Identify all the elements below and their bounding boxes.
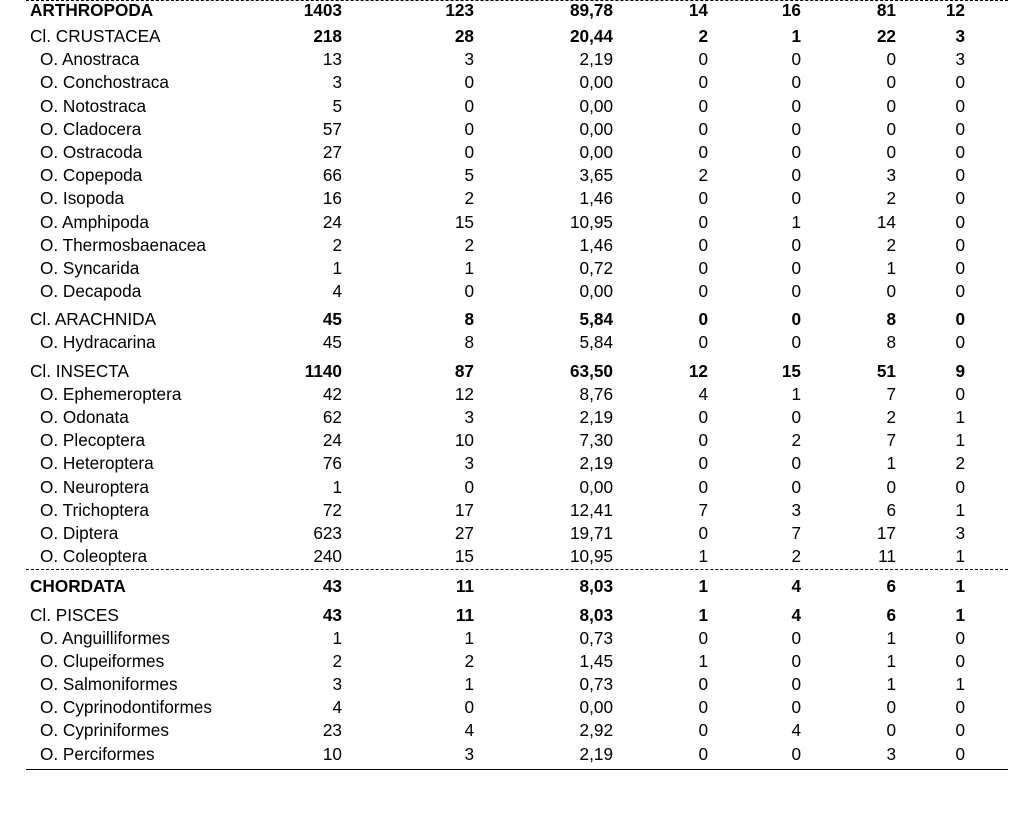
value-cell: 3,65 (579, 165, 613, 186)
value-cell: 2 (886, 407, 896, 427)
value-cell: 2,19 (579, 453, 613, 474)
value-cell: 1 (886, 627, 896, 648)
value-cell: 0 (791, 165, 801, 186)
order-row (26, 118, 1008, 141)
value-cell: 15 (454, 546, 474, 567)
order-row (26, 476, 1008, 499)
value-cell: 0 (955, 281, 965, 302)
value-cell: 3 (464, 743, 474, 764)
value-cell: 2 (332, 234, 342, 255)
value-cell: 1,45 (579, 650, 613, 671)
taxon-label: O. Clupeiformes (40, 650, 165, 671)
value-cell: 11 (878, 546, 896, 567)
phylum-row (26, 575, 1008, 598)
value-cell: 19,71 (569, 522, 613, 543)
value-cell: 0 (698, 627, 708, 648)
value-cell: 0 (955, 188, 965, 209)
taxon-label: O. Cypriniformes (40, 720, 169, 741)
value-cell: 1 (955, 499, 965, 520)
value-cell: 76 (322, 453, 342, 474)
value-cell: 1 (464, 627, 474, 648)
value-cell: 0 (464, 72, 474, 93)
value-cell: 17 (876, 522, 896, 543)
value-cell: 15 (781, 360, 801, 381)
value-cell: 87 (454, 360, 474, 381)
value-cell: 2 (791, 430, 801, 451)
value-cell: 5 (332, 95, 342, 116)
value-cell: 89,78 (569, 0, 613, 20)
value-cell: 8 (886, 332, 896, 353)
value-cell: 42 (322, 383, 342, 404)
value-cell: 4 (791, 604, 801, 625)
value-cell: 1 (791, 211, 801, 232)
value-cell: 0 (698, 72, 708, 93)
value-cell: 0 (955, 257, 965, 278)
value-cell: 16 (322, 188, 342, 209)
value-cell: 0,00 (579, 141, 613, 162)
value-cell: 0 (886, 281, 896, 302)
value-cell: 0 (886, 49, 896, 70)
value-cell: 1 (698, 576, 708, 597)
value-cell: 0 (886, 95, 896, 116)
taxon-label: O. Diptera (40, 522, 119, 543)
value-cell: 28 (454, 26, 474, 46)
value-cell: 1,46 (579, 234, 613, 255)
value-cell: 1 (464, 257, 474, 278)
value-cell: 0 (698, 332, 708, 353)
value-cell: 8 (886, 309, 896, 330)
value-cell: 27 (322, 141, 342, 162)
value-cell: 0 (791, 281, 801, 302)
value-cell: 81 (876, 0, 896, 20)
taxon-label: O. Thermosbaenacea (40, 234, 206, 255)
value-cell: 0 (955, 476, 965, 497)
value-cell: 3 (791, 499, 801, 520)
value-cell: 7 (791, 522, 801, 543)
value-cell: 0 (886, 476, 896, 497)
value-cell: 0 (955, 627, 965, 648)
value-cell: 4 (791, 576, 801, 597)
value-cell: 0 (698, 188, 708, 209)
value-cell: 3 (464, 49, 474, 70)
value-cell: 10 (322, 743, 342, 764)
value-cell: 1 (698, 546, 708, 567)
taxon-label: O. Cyprinodontiformes (40, 697, 212, 718)
value-cell: 623 (313, 522, 342, 543)
value-cell: 0,00 (579, 72, 613, 93)
value-cell: 2 (464, 234, 474, 255)
taxon-label: O. Notostraca (40, 95, 147, 116)
value-cell: 0 (698, 697, 708, 718)
order-row (26, 499, 1008, 522)
taxon-label: O. Amphipoda (40, 211, 149, 232)
value-cell: 0 (698, 49, 708, 70)
value-cell: 14 (876, 211, 896, 232)
value-cell: 0 (955, 234, 965, 255)
value-cell: 0,00 (579, 118, 613, 139)
value-cell: 0 (886, 697, 896, 718)
value-cell: 7,30 (579, 430, 613, 451)
value-cell: 1 (955, 546, 965, 567)
value-cell: 4 (464, 720, 474, 741)
value-cell: 0 (791, 743, 801, 764)
value-cell: 2 (698, 26, 708, 46)
phylum-row (26, 0, 1008, 20)
value-cell: 3 (464, 407, 474, 427)
value-cell: 17 (454, 499, 474, 520)
value-cell: 0 (791, 234, 801, 255)
value-cell: 3 (955, 26, 965, 46)
value-cell: 3 (332, 72, 342, 93)
bottom-rule (26, 769, 1008, 770)
value-cell: 0 (464, 95, 474, 116)
taxon-label: O. Trichoptera (40, 499, 149, 520)
order-row (26, 696, 1008, 719)
value-cell: 8,76 (579, 383, 613, 404)
taxon-label: O. Perciformes (40, 743, 155, 764)
order-row (26, 650, 1008, 673)
value-cell: 13 (322, 49, 342, 70)
value-cell: 0 (886, 720, 896, 741)
taxon-label: O. Anguilliformes (40, 627, 170, 648)
value-cell: 0 (464, 476, 474, 497)
value-cell: 0 (955, 309, 965, 330)
taxon-label: O. Coleoptera (40, 546, 148, 567)
value-cell: 0 (464, 118, 474, 139)
value-cell: 1 (698, 604, 708, 625)
value-cell: 3 (886, 743, 896, 764)
value-cell: 1140 (304, 360, 342, 381)
value-cell: 1403 (303, 0, 342, 20)
value-cell: 0 (955, 165, 965, 186)
taxon-label: O. Conchostraca (40, 72, 169, 93)
value-cell: 43 (322, 576, 342, 597)
value-cell: 0 (955, 118, 965, 139)
order-row (26, 429, 1008, 452)
value-cell: 24 (322, 211, 342, 232)
value-cell: 1 (955, 576, 965, 597)
value-cell: 7 (886, 383, 896, 404)
value-cell: 0 (698, 430, 708, 451)
value-cell: 10,95 (569, 546, 613, 567)
value-cell: 72 (322, 499, 342, 520)
value-cell: 0 (698, 211, 708, 232)
value-cell: 0 (791, 118, 801, 139)
value-cell: 27 (454, 522, 474, 543)
value-cell: 1 (791, 26, 801, 46)
value-cell: 0 (955, 72, 965, 93)
value-cell: 0,00 (579, 476, 613, 497)
value-cell: 1 (332, 257, 342, 278)
value-cell: 2,19 (579, 743, 613, 764)
value-cell: 5,84 (579, 332, 613, 353)
value-cell: 15 (454, 211, 474, 232)
value-cell: 0 (791, 141, 801, 162)
value-cell: 0 (791, 674, 801, 695)
taxon-label: O. Neuroptera (40, 476, 149, 497)
order-row (26, 141, 1008, 164)
value-cell: 3 (464, 453, 474, 474)
value-cell: 20,44 (569, 26, 613, 46)
value-cell: 43 (322, 604, 342, 625)
value-cell: 0 (464, 697, 474, 718)
value-cell: 2 (886, 188, 896, 209)
value-cell: 2,92 (579, 720, 613, 741)
order-row (26, 164, 1008, 187)
order-row (26, 406, 1008, 429)
value-cell: 2,19 (579, 407, 613, 427)
taxon-label: Cl. CRUSTACEA (30, 26, 161, 46)
value-cell: 2 (886, 234, 896, 255)
value-cell: 0 (955, 95, 965, 116)
class-row (26, 360, 1008, 383)
order-row (26, 673, 1008, 696)
taxon-label: O. Salmoniformes (40, 674, 178, 695)
taxon-label: O. Hydracarina (40, 332, 156, 353)
value-cell: 3 (886, 165, 896, 186)
value-cell: 16 (781, 0, 801, 20)
value-cell: 123 (445, 0, 474, 20)
value-cell: 0,00 (579, 697, 613, 718)
value-cell: 0 (698, 257, 708, 278)
value-cell: 1 (955, 407, 965, 427)
value-cell: 4 (332, 697, 342, 718)
value-cell: 14 (688, 0, 708, 20)
value-cell: 0 (955, 650, 965, 671)
value-cell: 0 (698, 743, 708, 764)
value-cell: 0 (698, 674, 708, 695)
taxon-label: Cl. PISCES (30, 604, 119, 625)
value-cell: 0 (698, 118, 708, 139)
value-cell: 0 (791, 697, 801, 718)
value-cell: 22 (876, 26, 896, 46)
value-cell: 2 (464, 188, 474, 209)
value-cell: 0 (698, 309, 708, 330)
order-row (26, 280, 1008, 303)
order-row (26, 743, 1008, 766)
value-cell: 3 (332, 674, 342, 695)
taxon-label: Cl. INSECTA (30, 360, 129, 381)
order-row (26, 187, 1008, 210)
value-cell: 7 (886, 430, 896, 451)
value-cell: 2 (955, 453, 965, 474)
value-cell: 2,19 (579, 49, 613, 70)
value-cell: 0 (791, 257, 801, 278)
order-row (26, 71, 1008, 94)
value-cell: 63,50 (569, 360, 613, 381)
value-cell: 6 (886, 604, 896, 625)
value-cell: 0 (464, 281, 474, 302)
value-cell: 1 (886, 257, 896, 278)
value-cell: 0 (698, 522, 708, 543)
value-cell: 8 (464, 309, 474, 330)
value-cell: 8,03 (579, 604, 613, 625)
value-cell: 5,84 (579, 309, 613, 330)
value-cell: 0 (698, 407, 708, 427)
value-cell: 6 (886, 576, 896, 597)
value-cell: 24 (322, 430, 342, 451)
value-cell: 0 (955, 720, 965, 741)
phylum-dashed-rule (26, 569, 1008, 570)
value-cell: 51 (876, 360, 896, 381)
value-cell: 1 (791, 383, 801, 404)
order-row (26, 627, 1008, 650)
value-cell: 0 (464, 141, 474, 162)
value-cell: 1 (955, 604, 965, 625)
value-cell: 2 (464, 650, 474, 671)
value-cell: 0 (791, 476, 801, 497)
value-cell: 9 (955, 360, 965, 381)
taxon-label: CHORDATA (30, 576, 126, 597)
value-cell: 10,95 (569, 211, 613, 232)
value-cell: 2 (332, 650, 342, 671)
value-cell: 45 (322, 332, 342, 353)
value-cell: 0,72 (579, 257, 613, 278)
value-cell: 12 (688, 360, 708, 381)
order-row (26, 95, 1008, 118)
value-cell: 0 (791, 650, 801, 671)
taxon-label: O. Ephemeroptera (40, 383, 182, 404)
value-cell: 1 (886, 674, 896, 695)
value-cell: 0 (955, 743, 965, 764)
value-cell: 0 (791, 188, 801, 209)
order-row (26, 545, 1008, 568)
order-row (26, 452, 1008, 475)
value-cell: 1 (886, 453, 896, 474)
value-cell: 0 (791, 95, 801, 116)
order-row (26, 211, 1008, 234)
value-cell: 7 (698, 499, 708, 520)
taxon-label: O. Ostracoda (40, 141, 143, 162)
value-cell: 12 (945, 0, 965, 20)
value-cell: 0 (698, 281, 708, 302)
value-cell: 0,73 (579, 627, 613, 648)
value-cell: 4 (332, 281, 342, 302)
value-cell: 0 (698, 476, 708, 497)
taxon-label: O. Copepoda (40, 165, 143, 186)
taxon-label: O. Cladocera (40, 118, 142, 139)
order-row (26, 234, 1008, 257)
value-cell: 57 (322, 118, 342, 139)
order-row (26, 719, 1008, 742)
value-cell: 240 (313, 546, 342, 567)
value-cell: 1 (955, 674, 965, 695)
value-cell: 0 (698, 453, 708, 474)
value-cell: 0 (955, 211, 965, 232)
value-cell: 0 (698, 141, 708, 162)
value-cell: 1 (698, 650, 708, 671)
taxon-label: ARTHROPODA (30, 0, 154, 20)
value-cell: 218 (313, 26, 342, 46)
taxon-label: O. Isopoda (40, 188, 125, 209)
value-cell: 0,00 (579, 95, 613, 116)
taxa-table (26, 0, 1008, 770)
value-cell: 1,46 (579, 188, 613, 209)
value-cell: 1 (332, 476, 342, 497)
value-cell: 0 (886, 72, 896, 93)
order-row (26, 522, 1008, 545)
order-row (26, 331, 1008, 354)
value-cell: 3 (955, 522, 965, 543)
value-cell: 0 (886, 141, 896, 162)
value-cell: 0 (955, 383, 965, 404)
class-row (26, 25, 1008, 48)
order-row (26, 383, 1008, 406)
value-cell: 0 (955, 141, 965, 162)
value-cell: 62 (322, 407, 342, 427)
value-cell: 0 (791, 453, 801, 474)
class-row (26, 604, 1008, 627)
value-cell: 0 (698, 720, 708, 741)
value-cell: 5 (464, 165, 474, 186)
value-cell: 11 (455, 576, 474, 597)
value-cell: 0 (791, 72, 801, 93)
value-cell: 23 (322, 720, 342, 741)
value-cell: 8 (464, 332, 474, 353)
value-cell: 3 (955, 49, 965, 70)
value-cell: 0,00 (579, 281, 613, 302)
value-cell: 0 (698, 95, 708, 116)
order-row (26, 257, 1008, 280)
taxon-label: O. Heteroptera (40, 453, 154, 474)
value-cell: 0 (698, 234, 708, 255)
value-cell: 2 (791, 546, 801, 567)
taxon-label: O. Syncarida (40, 257, 140, 278)
value-cell: 0 (955, 332, 965, 353)
value-cell: 1 (464, 674, 474, 695)
order-row (26, 48, 1008, 71)
value-cell: 1 (886, 650, 896, 671)
value-cell: 0 (791, 407, 801, 427)
value-cell: 0 (955, 697, 965, 718)
value-cell: 10 (454, 430, 474, 451)
value-cell: 2 (698, 165, 708, 186)
value-cell: 66 (322, 165, 342, 186)
value-cell: 0 (791, 627, 801, 648)
value-cell: 0 (791, 332, 801, 353)
value-cell: 8,03 (579, 576, 613, 597)
value-cell: 1 (332, 627, 342, 648)
value-cell: 1 (955, 430, 965, 451)
value-cell: 6 (886, 499, 896, 520)
value-cell: 0 (886, 118, 896, 139)
value-cell: 0 (791, 309, 801, 330)
value-cell: 11 (455, 604, 474, 625)
value-cell: 4 (698, 383, 708, 404)
value-cell: 12 (454, 383, 474, 404)
taxon-label: O. Decapoda (40, 281, 142, 302)
taxon-label: O. Odonata (40, 407, 129, 427)
class-row (26, 308, 1008, 331)
value-cell: 45 (322, 309, 342, 330)
taxon-label: O. Plecoptera (40, 430, 146, 451)
value-cell: 0,73 (579, 674, 613, 695)
taxon-label: O. Anostraca (40, 49, 140, 70)
taxon-label: Cl. ARACHNIDA (30, 309, 157, 330)
value-cell: 0 (791, 49, 801, 70)
value-cell: 4 (791, 720, 801, 741)
value-cell: 12,41 (569, 499, 613, 520)
